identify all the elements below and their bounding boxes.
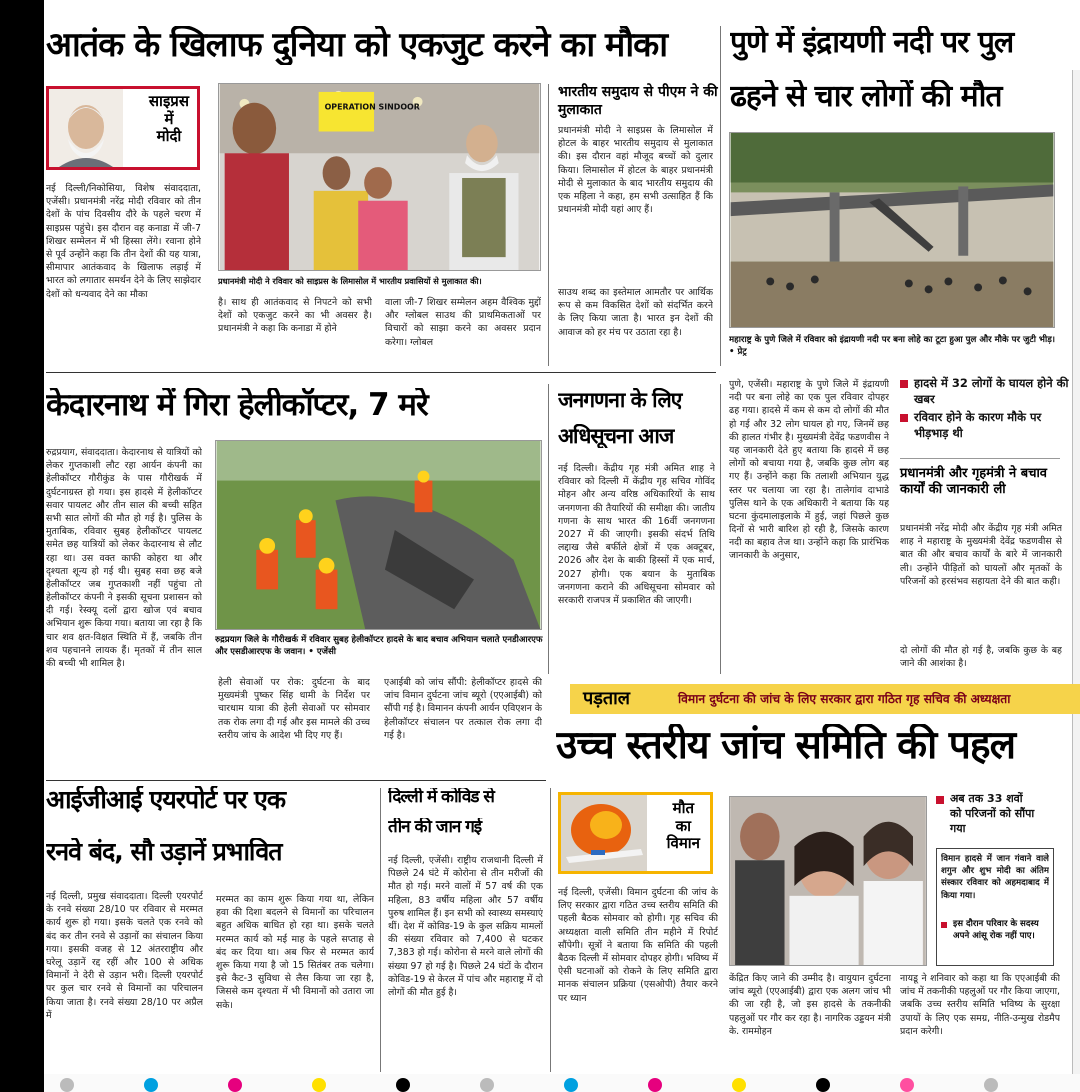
headline-kedarnath: केदारनाथ में गिरा हेलीकॉप्टर, 7 मरे — [46, 388, 428, 423]
bullet-text: रविवार होने के कारण मौके पर भीड़भाड़ थी — [914, 410, 1042, 440]
print-registration-strip — [44, 1074, 1080, 1092]
badge-line: विमान — [666, 834, 700, 853]
column-rule — [720, 384, 721, 674]
column-rule — [720, 26, 721, 366]
section-rule — [46, 780, 546, 781]
photo-grieving-family — [729, 796, 927, 966]
registration-dot — [480, 1078, 494, 1092]
modi-portrait — [49, 89, 123, 167]
photo-bridge-collapse — [729, 132, 1055, 328]
bullet-square-icon — [900, 380, 908, 388]
kedarnath-col2: हेली सेवाओं पर रोक: दुर्घटना के बाद मुख्यमंत्री पुष्कर सिंह धामी के निर्देश पर चारधाम यात्रा की हेली सेवाओं पर सोमवार तक रोक लगा दी गई और इस मामले की उच्च स्तरीय जांच के आदेश भी दिए गए हैं। — [218, 677, 370, 741]
crash-box-text: विमान हादसे में जान गंवाने वाले शगुन और शुभ मोदी का अंतिम संस्कार रविवार को अहमदाबाद में किया गया। — [941, 854, 1049, 901]
plane-fire-image — [561, 795, 647, 871]
headline-pune-line2: ढहने से चार लोगों की मौत — [730, 80, 1002, 114]
registration-dot — [816, 1078, 830, 1092]
sign-text: OPERATION SINDOOR — [324, 102, 420, 112]
badge-line: मौत — [672, 799, 694, 817]
bullet-square-icon — [900, 414, 908, 422]
badge-death-plane — [558, 792, 713, 874]
headline-covid-line2: तीन की जान गई — [388, 818, 482, 837]
headline-covid-line1: दिल्ली में कोविड से — [388, 788, 494, 807]
bullet-text: इस दौरान परिवार के सदस्य अपने आंसू रोक नहीं पाए। — [953, 919, 1039, 941]
section-rule — [46, 372, 716, 373]
registration-dot — [900, 1078, 914, 1092]
airport-body-col2: मरम्मत का काम शुरू किया गया था, लेकिन हवा की दिशा बदलने से विमानों का परिचालन बहुत अधिक बाधित हो रहा था। इसके चलते मरम्मत कार्य को मई माह के पहले सप्ताह से बंद कर दिया था। अब फिर से मरम्मत कार्य शुरू किया गया है जो 15 सितंबर तक चलेगा। इसे कैट-3 सुविधा से लैस किया जा रहा है, जिससे कम दृश्यता में भी विमानों को उतारा जा सके। — [216, 894, 374, 1011]
terror-body-col2: है। साथ ही आतंकवाद से निपटने को सभी देशों को एकजुट करने का भी अवसर है। प्रधानमंत्री ने कहा कि कनाडा में होने — [218, 297, 372, 335]
box-rule — [900, 458, 1060, 459]
bullet-item — [900, 410, 1070, 441]
registration-dot — [564, 1078, 578, 1092]
pune-sub-title: प्रधानमंत्री और गृहमंत्री ने बचाव कार्यों की जानकारी ली — [900, 466, 1048, 498]
crash-body-col2: केंद्रित किए जाने की उम्मीद है। वायुयान दुर्घटना जांच ब्यूरो (एएआईबी) द्वारा एक अलग जांच भी की जा रही है, जो इस हादसे के तकनीकी पहलुओं पर गौर कर रहा है। नागरिक उड्डयन मंत्री के. राममोहन — [729, 973, 891, 1037]
bullet-square-icon — [941, 922, 947, 928]
pune-body: पुणे, एजेंसी। महाराष्ट्र के पुणे जिले में इंद्रायणी नदी पर बना लोहे का एक पुल रविवार दोपहर ढह गया। हादसे में कम से कम दो लोगों की मौत हो गई और 32 लोग घायल हो गए, जिनमें छह की हालत गंभीर है। मुख्यमंत्री देवेंद्र फडणवीस ने यह जानकारी देते हुए बताया कि हादसे में छह लोगों को बचाया गया है, जबकि कुछ लोग बह गए हैं। उन्होंने कहा कि तलाशी अभियान युद्ध स्तर पर चलाया जा रहा है। तालेगांव दाभाडे पुलिस थाने के एक अधिकारी ने बताया कि यह घटना कुंदमालाइलाके में हुई, जहां पिछले कुछ दिनों से भारी बारिश हो रही है, जिसके कारण नदी का बहाव तेज था। उन्होंने कहा कि प्रारंभिक जानकारी के अनुसार, — [729, 379, 889, 562]
bullet-item — [936, 792, 1036, 837]
registration-dot — [312, 1078, 326, 1092]
side-body-community: प्रधानमंत्री मोदी ने साइप्रस के लिमासोल में होटल के बाहर भारतीय समुदाय से मुलाकात की। इस दौरान वहां मौजूद बच्चों को दुलार किया। लिमासोल में होटल के बाहर प्रधानमंत्री मोदी से मुलाकात के बाद भारतीय समुदाय की एक महिला ने कहा, हम सभी उत्साहित हैं कि प्रधानमंत्री मोदी यहां आए हैं। — [558, 125, 713, 216]
padtal-label: पड़ताल — [583, 688, 630, 709]
pune-bullets — [900, 376, 1070, 456]
registration-dot — [984, 1078, 998, 1092]
registration-dot — [648, 1078, 662, 1092]
badge-line: का — [675, 816, 691, 835]
column-rule — [548, 84, 549, 366]
badge-line: साइप्रस — [148, 92, 189, 110]
registration-dot — [396, 1078, 410, 1092]
badge-text — [667, 800, 700, 853]
padtal-ticker: विमान दुर्घटना की जांच के लिए सरकार द्वारा गठित गृह सचिव की अध्यक्षता — [678, 692, 1011, 706]
badge-text — [149, 93, 189, 146]
caption-diaspora: प्रधानमंत्री मोदी ने रविवार को साइप्रस के लिमासोल में भारतीय प्रवासियों से मुलाकात की। — [218, 276, 482, 286]
bullet-item — [941, 919, 1049, 942]
badge-line: में — [164, 109, 174, 128]
bullet-text: अब तक 33 शवों को परिजनों को सौंपा गया — [950, 792, 1035, 835]
adjacent-page-edge — [1072, 70, 1080, 1092]
headline-census-line1: जनगणना के लिए — [558, 388, 682, 412]
column-rule — [550, 788, 551, 1072]
registration-dot — [144, 1078, 158, 1092]
photo-helicopter-rescue — [215, 440, 542, 630]
headline-terror: आतंक के खिलाफ दुनिया को एकजुट करने का मौका — [46, 26, 668, 65]
photo-modi-diaspora — [218, 83, 541, 271]
registration-dot — [60, 1078, 74, 1092]
column-rule — [380, 788, 381, 1072]
kedarnath-body: रुद्रप्रयाग, संवाददाता। केदारनाथ से यात्रियों को लेकर गुप्तकाशी लौट रहा आर्यन कंपनी का हेलीकॉप्टर गौरीकुंड के पास गौरीखर्क में दुर्घटनाग्रस्त हो गया। इस हादसे में हेलीकॉप्टर सवार पायलट और तीन साल की बच्ची सहित सभी सात लोगों की मौत हो गई है। पुलिस के मुताबिक, रविवार सुबह हेलीकॉप्टर पायलट समेत छह यात्रियों को लेकर केदारनाथ से लौट रहा था। उस वक्त काफी कोहरा था और दृश्यता शून्य हो गई थी। सुबह सवा छह बजे हेलीकॉप्टर जब गुप्तकाशी नहीं पहुंचा तो हेलीकॉप्टर कंपनी ने इसकी सूचना प्रशासन को दी गई। रेस्क्यू दलों द्वारा खोज एवं बचाव अभियान शुरू किया गया। बताया जा रहा है कि चार शव क्षत-विक्षत स्थिति में हैं, जबकि तीन शव पहचानने लायक हैं। मृतकों में तीन साल की बच्ची भी शामिल है। — [46, 447, 202, 669]
headline-airport-line1: आईजीआई एयरपोर्ट पर एक — [46, 786, 286, 814]
registration-dot — [732, 1078, 746, 1092]
badge-cyprus-modi — [46, 86, 200, 170]
terror-body-col3: वाला जी-7 शिखर सम्मेलन अहम वैश्विक मुद्दों और ग्लोबल साउथ की प्राथमिकताओं पर विचारों को साझा करने का अवसर प्रदान करेगा। ग्लोबल — [385, 297, 541, 348]
pune-sub-body: प्रधानमंत्री नरेंद्र मोदी और केंद्रीय गृह मंत्री अमित शाह ने महाराष्ट्र के मुख्यमंत्री देवेंद्र फडणवीस से बात की और बचाव कार्यों के बारे में जानकारी ली। उन्होंने पीड़ितों को घायलों और मृतकों के परिजनों को हरसंभव सहायता देने की बात कही। — [900, 523, 1062, 587]
side-title-community: भारतीय समुदाय से पीएम ने की मुलाकात — [558, 84, 718, 118]
caption-bridge: महाराष्ट्र के पुणे जिले में रविवार को इंद्रायणी नदी पर बना लोहे का टूटा हुआ पुल और मौके पर जुटी भीड़। • प्रेट्र — [729, 335, 1056, 358]
page-edge-dark — [0, 0, 44, 1092]
census-body: नई दिल्ली। केंद्रीय गृह मंत्री अमित शाह ने रविवार को दिल्ली में केंद्रीय गृह सचिव गोविंद मोहन और अन्य वरिष्ठ अधिकारियों के साथ जनगणना की तैयारियों की समीक्षा की। जातीय गणना के साथ भारत की 16वीं जनगणना 2027 में की जाएगी। इसकी संदर्भ तिथि लद्दाख जैसे बर्फीले क्षेत्रों में एक अक्टूबर, 2026 और देश के बाकी हिस्सों में एक मार्च, 2027 होगी। एक बयान के मुताबिक जनगणना कराने की अधिसूचना सोमवार को सरकारी राजपत्र में प्रकाशित की जाएगी। — [558, 463, 715, 606]
pune-sub-body2: दो लोगों की मौत हो गई है, जबकि कुछ के बह जाने की आशंका है। — [900, 645, 1062, 670]
terror-body-col1: नई दिल्ली/निकोसिया, विशेष संवाददाता, एजेंसी। प्रधानमंत्री नरेंद्र मोदी रविवार को तीन देशों के पांच दिवसीय दौरे के पहले चरण में साइप्रस पहुंचे। इस दौरान वह कनाडा में जी-7 शिखर सम्मेलन में भी हिस्सा लेंगे। रवाना होने से पूर्व उन्होंने कहा कि तीन देशों की यह यात्रा, सीमापार आतंकवाद के खिलाफ लड़ाई में भारत को लगातार समर्थन देने के लिए साझेदार देशों को धन्यवाद देने का मौका — [46, 183, 201, 300]
bullet-square-icon — [936, 796, 944, 804]
bullet-item — [900, 376, 1070, 407]
caption-helicopter: रुद्रप्रयाग जिले के गौरीखर्क में रविवार सुबह हेलीकॉप्टर हादसे के बाद बचाव अभियान चलाते एनडीआरएफ और एसडीआरएफ के जवान। • एजेंसी — [215, 635, 543, 658]
badge-line: मोदी — [156, 127, 182, 146]
headline-census-line2: अधिसूचना आज — [558, 424, 674, 448]
column-rule — [548, 384, 549, 674]
side-body-global-south: साउथ शब्द का इस्तेमाल आमतौर पर आर्थिक रूप से कम विकसित देशों को संदर्भित करने के लिए किया जाता है। भारत इन देशों की आवाज को हर मंच पर उठाता रहा है। — [558, 287, 713, 338]
crash-body-col3: नायडू ने शनिवार को कहा था कि एएआईबी की जांच में तकनीकी पहलुओं पर गौर किया जाएगा, जबकि उच्च स्तरीय समिति भविष्य के सुरक्षा उपायों के लिए एक समग्र, नीति-उन्मुख रोडमैप प्रदान करेगी। — [900, 973, 1060, 1037]
headline-airport-line2: रनवे बंद, सौ उड़ानें प्रभावित — [46, 838, 282, 866]
crash-bullet — [936, 792, 1036, 838]
kedarnath-col3: एआईबी को जांच सौंपी: हेलीकॉप्टर हादसे की जांच विमान दुर्घटना जांच ब्यूरो (एएआईबी) को सौंपी गई है। विमानन कंपनी आर्यन एविएशन के हेलीकॉप्टर संचालन पर तत्काल रोक लगा दी गई है। — [384, 677, 542, 741]
crash-body: नई दिल्ली, एजेंसी। विमान दुर्घटना की जांच के लिए सरकार द्वारा गठित उच्च स्तरीय समिति की पहली बैठक सोमवार को होगी। गृह सचिव की अध्यक्षता वाली समिति तीन महीने में रिपोर्ट सौंपेगी। सूत्रों ने बताया कि समिति की पहली बैठक दिल्ली में सोमवार दोपहर होगी। भविष्य में ऐसी घटनाओं को रोकने के लिए समिति द्वारा मानक संचालन प्रक्रिया (एसओपी) तैयार करने पर ध्यान — [558, 887, 718, 1004]
crash-info-box — [936, 848, 1054, 966]
headline-pune-line1: पुणे में इंद्रायणी नदी पर पुल — [730, 26, 1014, 60]
bullet-text: हादसे में 32 लोगों के घायल होने की खबर — [914, 376, 1069, 406]
headline-padtal: उच्च स्तरीय जांच समिति की पहल — [556, 724, 1016, 768]
airport-body-col1: नई दिल्ली, प्रमुख संवाददाता। दिल्ली एयरपोर्ट के रनवे संख्या 28/10 पर रविवार से मरम्मत कार्य शुरू हो गया। इसके चलते एक रनवे को बंद कर तीन रनवे से उड़ानों का संचालन किया गया। इसकी वजह से 12 अंतरराष्ट्रीय और घरेलू उड़ानें रद्द रहीं और 100 से अधिक विमानों ने देरी से उड़ान भरी। दिल्ली एयरपोर्ट पर कुल चार रनवे से विमानों का परिचालन किया जाता है। रनवे संख्या 28/10 पर अप्रैल में — [46, 891, 203, 1021]
covid-body: नई दिल्ली, एजेंसी। राष्ट्रीय राजधानी दिल्ली में पिछले 24 घंटे में कोरोना से तीन मरीजों की मौत हो गई। मरने वालों में 57 वर्ष की एक महिला, 83 वर्षीय महिला और 57 वर्षीय पुरुष शामिल हैं। इन सभी को स्वास्थ्य समस्याएं थीं। देश में कोविड-19 के कुल सक्रिय मामलों की संख्या रविवार को 7,400 से घटकर 7,383 हो गई। कोरोना से मरने वाले लोगों की संख्या 97 हो गई है। पिछले 24 घंटों के दौरान कोविड-19 से केरल में पांच और महाराष्ट्र में दो लोगों की मौत हुई है। — [388, 855, 543, 998]
registration-dot — [228, 1078, 242, 1092]
